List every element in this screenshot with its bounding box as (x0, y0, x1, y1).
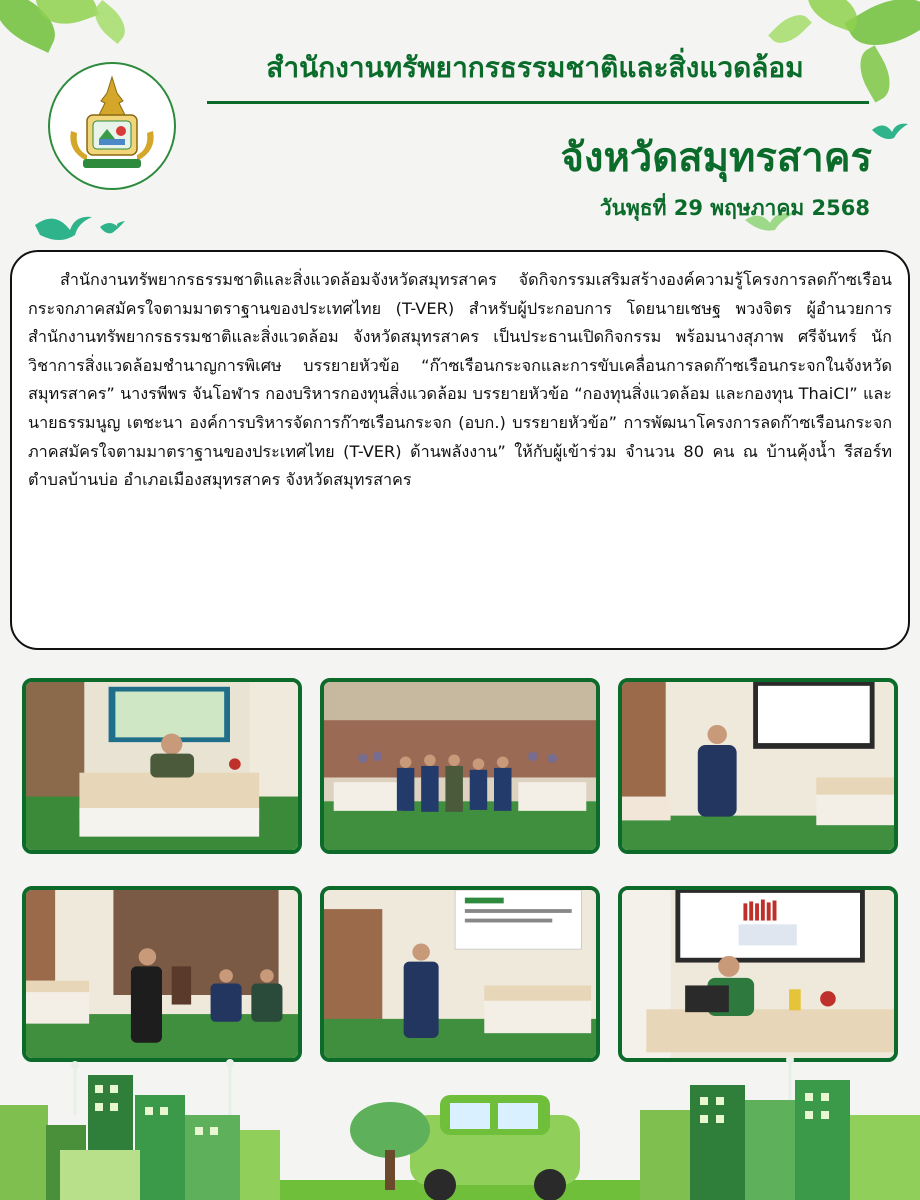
leaf-decoration (768, 7, 812, 51)
news-text-box (10, 250, 910, 650)
event-date: วันพุธที่ 29 พฤษภาคม 2568 (599, 196, 870, 220)
event-photo-group (320, 678, 600, 854)
news-paragraph: สำนักงานทรัพยากรธรรมชาติและสิ่งแวดล้อมจังหวัดสมุทรสาคร จัดกิจกรรมเสริมสร้างองค์ความรู้โครงการลดก๊าซเรือนกระจกภาคสมัครใจตามมาตราฐานของประเทศไทย (T-VER) สำหรับผู้ประกอบการ โดยนายเชษฐ พวงจิตร ผู้อำนวยการสำนักงานทรัพยากรธรรมชาติและสิ่งแวดล้อม จังหวัดสมุทรสาคร เป็นประธานเปิดกิจกรรม พร้อมนางสุภาพ ศรีจันทร์ นักวิชาการสิ่งแวดล้อมชำนาญการพิเศษ บรรยายหัวข้อ “ก๊าซเรือนกระจกและการขับเคลื่อนการลดก๊าซเรือนกระจกในจังหวัดสมุทรสาคร” นางรพีพร จันโอฬาร กองบริหารกองทุนสิ่งแวดล้อม บรรยายหัวข้อ “กองทุนสิ่งแวดล้อม และกองทุน ThaiCI” และ นายธรรมนูญ เตชะนา องค์การบริหารจัดการก๊าซเรือนกระจก (อบก.) บรรยายหัวข้อ” การพัฒนาโครงการลดก๊าซเรือนกระจกภาคสมัครใจตามมาตราฐานของประเทศไทย (T-VER) ด้านพลังงาน” ให้กับผู้เข้าร่วม จำนวน 80 คน ณ บ้านคุ้งน้ำ รีสอร์ท ตำบลบ้านบ่อ อำเภอเมืองสมุทรสาคร จังหวัดสมุทรสาคร (28, 270, 892, 490)
agency-title: สำนักงานทรัพยากรธรรมชาติและสิ่งแวดล้อม (266, 51, 804, 84)
green-city-illustration (0, 1055, 920, 1200)
event-photo-presenter-laptop (618, 886, 898, 1062)
bird-icon (30, 205, 130, 250)
event-photo-speaker-1 (618, 678, 898, 854)
bird-icon (870, 118, 910, 143)
agency-seal-logo (48, 62, 176, 190)
province-title: จังหวัดสมุทรสาคร (560, 135, 872, 181)
event-photo-chairman-speaking (22, 678, 302, 854)
title-divider (207, 101, 869, 104)
event-photo-speaker-3 (320, 886, 600, 1062)
leaf-decoration (801, 0, 864, 32)
event-photo-speaker-2 (22, 886, 302, 1062)
